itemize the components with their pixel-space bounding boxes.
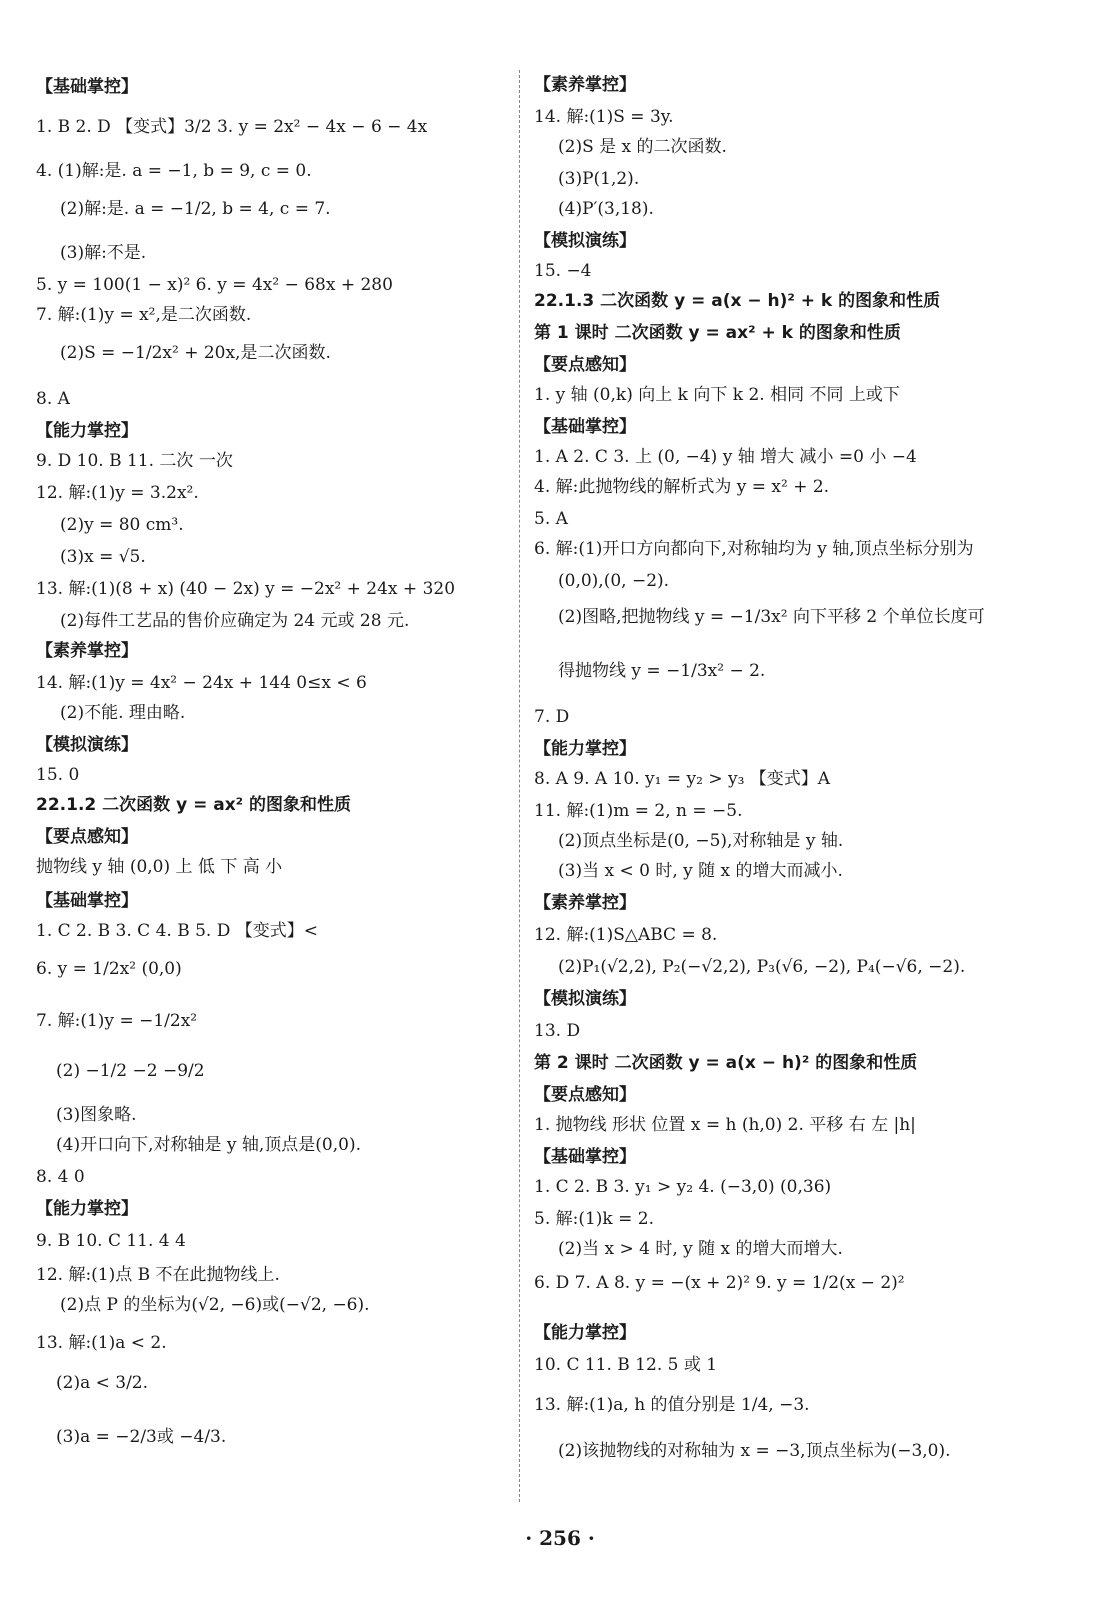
answer-line: 7. 解:(1)y = −1/2x² — [36, 1011, 198, 1031]
answer-line: 抛物线 y 轴 (0,0) 上 低 下 高 小 — [36, 857, 283, 877]
answer-line: 13. D — [534, 1021, 581, 1041]
answer-line: (2)S = −1/2x² + 20x,是二次函数. — [60, 343, 331, 363]
answer-line: 5. A — [534, 509, 568, 529]
answer-line: 15. 0 — [36, 765, 80, 785]
answer-line: 10. C 11. B 12. 5 或 1 — [534, 1355, 718, 1375]
answer-line: 12. 解:(1)S△ABC = 8. — [534, 925, 718, 945]
section-heading: 【素养掌控】 — [36, 641, 138, 661]
section-heading: 【模拟演练】 — [36, 735, 138, 755]
section-heading: 【基础掌控】 — [534, 417, 636, 437]
answer-line: 13. 解:(1)a < 2. — [36, 1333, 167, 1353]
column-divider — [519, 70, 520, 1502]
section-heading: 【要点感知】 — [534, 1085, 636, 1105]
answer-line: (4)开口向下,对称轴是 y 轴,顶点是(0,0). — [56, 1135, 362, 1155]
answer-line: 8. A — [36, 389, 70, 409]
answer-line: (3)a = −2/3或 −4/3. — [56, 1427, 227, 1447]
answer-line: 9. D 10. B 11. 二次 一次 — [36, 451, 233, 471]
section-heading: 【基础掌控】 — [534, 1147, 636, 1167]
section-heading: 【基础掌控】 — [36, 77, 138, 97]
answer-line: (2)不能. 理由略. — [60, 703, 186, 723]
answer-line: 4. (1)解:是. a = −1, b = 9, c = 0. — [36, 161, 312, 181]
lesson-title: 22.1.3 二次函数 y = a(x − h)² + k 的图象和性质 — [534, 291, 941, 311]
answer-line: 1. A 2. C 3. 上 (0, −4) y 轴 增大 减小 =0 小 −4 — [534, 447, 917, 467]
answer-line: 12. 解:(1)y = 3.2x². — [36, 483, 199, 503]
answer-line: 1. C 2. B 3. C 4. B 5. D 【变式】< — [36, 921, 319, 941]
answer-line: 13. 解:(1)a, h 的值分别是 1/4, −3. — [534, 1395, 810, 1415]
answer-line: 7. 解:(1)y = x²,是二次函数. — [36, 305, 252, 325]
section-heading: 【能力掌控】 — [534, 739, 636, 759]
section-heading: 【素养掌控】 — [534, 893, 636, 913]
answer-line: (3)当 x < 0 时, y 随 x 的增大而减小. — [558, 861, 843, 881]
answer-line: (2)a < 3/2. — [56, 1373, 149, 1393]
answer-line: (2)每件工艺品的售价应确定为 24 元或 28 元. — [60, 611, 410, 631]
answer-line: (0,0),(0, −2). — [558, 571, 670, 591]
section-heading: 【要点感知】 — [36, 827, 138, 847]
answer-line: (2)图略,把抛物线 y = −1/3x² 向下平移 2 个单位长度可 — [558, 607, 985, 627]
answer-line: 6. y = 1/2x² (0,0) — [36, 959, 182, 979]
answer-line: (3)P(1,2). — [558, 169, 640, 189]
answer-line: (2)解:是. a = −1/2, b = 4, c = 7. — [60, 199, 331, 219]
answer-line: 1. C 2. B 3. y₁ > y₂ 4. (−3,0) (0,36) — [534, 1177, 832, 1197]
answer-line: 11. 解:(1)m = 2, n = −5. — [534, 801, 743, 821]
answer-line: 6. 解:(1)开口方向都向下,对称轴均为 y 轴,顶点坐标分别为 — [534, 539, 974, 559]
answer-line: (4)P′(3,18). — [558, 199, 654, 219]
answer-line: 14. 解:(1)y = 4x² − 24x + 144 0≤x < 6 — [36, 673, 367, 693]
answer-line: 8. A 9. A 10. y₁ = y₂ > y₃ 【变式】A — [534, 769, 831, 789]
answer-line: (2)P₁(√2,2), P₂(−√2,2), P₃(√6, −2), P₄(−√6, −2). — [558, 957, 966, 977]
answer-line: 1. 抛物线 形状 位置 x = h (h,0) 2. 平移 右 左 |h| — [534, 1115, 916, 1135]
answer-line: (2)当 x > 4 时, y 随 x 的增大而增大. — [558, 1239, 843, 1259]
lesson-title: 第 1 课时 二次函数 y = ax² + k 的图象和性质 — [534, 323, 901, 343]
section-heading: 【能力掌控】 — [534, 1323, 636, 1343]
answer-line: (2)y = 80 cm³. — [60, 515, 184, 535]
answer-line: 12. 解:(1)点 B 不在此抛物线上. — [36, 1265, 280, 1285]
answer-line: 14. 解:(1)S = 3y. — [534, 107, 674, 127]
section-heading: 【能力掌控】 — [36, 421, 138, 441]
answer-line: 1. B 2. D 【变式】3/2 3. y = 2x² − 4x − 6 − 4x — [36, 117, 428, 137]
answer-line: 13. 解:(1)(8 + x) (40 − 2x) y = −2x² + 24x + 320 — [36, 579, 456, 599]
section-heading: 【能力掌控】 — [36, 1199, 138, 1219]
lesson-title: 22.1.2 二次函数 y = ax² 的图象和性质 — [36, 795, 352, 815]
answer-line: 5. y = 100(1 − x)² 6. y = 4x² − 68x + 280 — [36, 275, 393, 295]
section-heading: 【素养掌控】 — [534, 75, 636, 95]
section-heading: 【模拟演练】 — [534, 989, 636, 1009]
answer-line: (2)点 P 的坐标为(√2, −6)或(−√2, −6). — [60, 1295, 370, 1315]
answer-line: 得抛物线 y = −1/3x² − 2. — [558, 661, 766, 681]
answer-line: 6. D 7. A 8. y = −(x + 2)² 9. y = 1/2(x − 2)² — [534, 1273, 905, 1293]
answer-line: (2)S 是 x 的二次函数. — [558, 137, 727, 157]
answer-line: 5. 解:(1)k = 2. — [534, 1209, 655, 1229]
answer-line: 7. D — [534, 707, 570, 727]
answer-line: 8. 4 0 — [36, 1167, 85, 1187]
answer-line: (3)解:不是. — [60, 243, 147, 263]
answer-line: 9. B 10. C 11. 4 4 — [36, 1231, 186, 1251]
answer-line: 1. y 轴 (0,k) 向上 k 向下 k 2. 相同 不同 上或下 — [534, 385, 900, 405]
answer-line: (2) −1/2 −2 −9/2 — [56, 1061, 205, 1081]
page-number: · 256 · — [525, 1526, 595, 1550]
answer-line: (3)x = √5. — [60, 547, 146, 567]
section-heading: 【要点感知】 — [534, 355, 636, 375]
answer-line: 15. −4 — [534, 261, 592, 281]
section-heading: 【基础掌控】 — [36, 891, 138, 911]
answer-line: (2)该抛物线的对称轴为 x = −3,顶点坐标为(−3,0). — [558, 1441, 951, 1461]
section-heading: 【模拟演练】 — [534, 231, 636, 251]
answer-line: (2)顶点坐标是(0, −5),对称轴是 y 轴. — [558, 831, 844, 851]
answer-line: 4. 解:此抛物线的解析式为 y = x² + 2. — [534, 477, 830, 497]
lesson-title: 第 2 课时 二次函数 y = a(x − h)² 的图象和性质 — [534, 1053, 918, 1073]
answer-line: (3)图象略. — [56, 1105, 137, 1125]
